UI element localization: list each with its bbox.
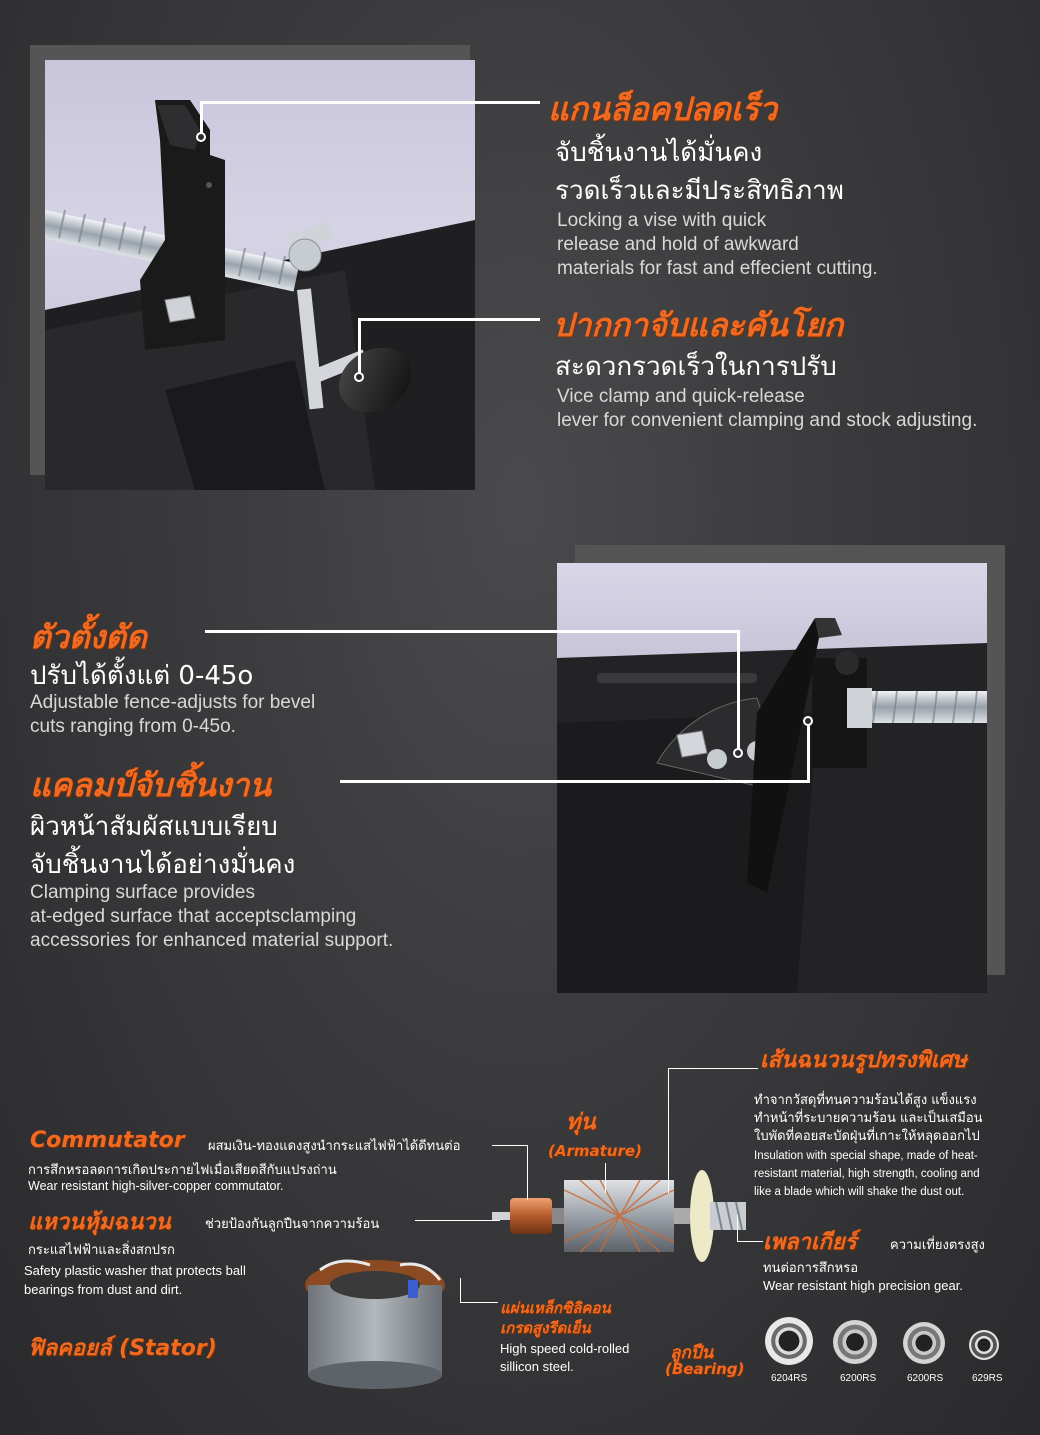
fence-en-line2: cuts ranging from 0-45o. [30, 716, 236, 737]
bearing-label-1: 6204RS [771, 1373, 808, 1384]
insulation-th2: ทำหน้าที่ระบายความร้อน และเป็นเสมือน [754, 1111, 983, 1126]
commutator-th2: การสึกหรอลดการเกิดประกายไฟเมื่อเสียดสีกับแปรงถ่าน [28, 1163, 337, 1178]
bearing-6200rs-icon-b [903, 1322, 945, 1364]
callout-dot-fence [733, 748, 743, 758]
callout-dot-vice-clamp [354, 372, 364, 382]
bearing-label-3: 6200RS [907, 1373, 944, 1384]
gear-title: เพลาเกียร์ [763, 1230, 857, 1255]
fence-en-line1: Adjustable fence-adjusts for bevel [30, 692, 316, 713]
commutator-en: Wear resistant high-silver-copper commutator. [28, 1179, 284, 1193]
gear-th2: ทนต่อการสึกหรอ [763, 1261, 859, 1276]
quick-lock-en-line3: materials for fast and effecient cutting. [557, 258, 878, 279]
stator-illustration [300, 1250, 460, 1390]
washer-th1: ช่วยป้องกันลูกปืนจากความร้อน [205, 1217, 380, 1232]
callout-line-fence [205, 630, 740, 633]
callout-line-steel-v [460, 1278, 461, 1303]
clamp-en-line2: at-edged surface that acceptsclamping [30, 906, 357, 927]
callout-line-commutator [492, 1145, 527, 1146]
callout-dot-clamp [803, 716, 813, 726]
bearing-6204rs-icon [765, 1317, 813, 1365]
callout-line-washer [415, 1220, 500, 1221]
quick-lock-title: แกนล็อคปลดเร็ว [548, 90, 777, 128]
commutator-title: Commutator [30, 1128, 185, 1153]
insulation-en1: Insulation with special shape, made of heat- [754, 1150, 978, 1162]
steel-en2: sillicon steel. [500, 1359, 574, 1374]
callout-line-fence-v [737, 630, 740, 750]
fence-illustration [557, 563, 987, 993]
clamp-title: แคลมป์จับชิ้นงาน [30, 766, 272, 804]
bearing-title: ลูกปืน [670, 1343, 714, 1363]
callout-line-insulation-v [668, 1068, 669, 1193]
washer-en2: bearings from dust and dirt. [24, 1282, 183, 1297]
steel-title1: แผ่นเหล็กซิลิคอน [500, 1299, 611, 1317]
armature-sub: (Armature) [548, 1142, 642, 1160]
callout-line-clamp [340, 780, 810, 783]
armature-illustration [490, 1150, 750, 1270]
quick-lock-en-line1: Locking a vise with quick [557, 210, 767, 231]
quick-lock-en-line2: release and hold of awkward [557, 234, 799, 255]
callout-line-clamp-v [807, 722, 810, 783]
bearing-label-2: 6200RS [840, 1373, 877, 1384]
callout-line-quick-lock [200, 101, 540, 104]
callout-line-insulation [668, 1068, 758, 1069]
washer-th2: กระแสไฟฟ้าและสิ่งสกปรก [28, 1243, 175, 1258]
callout-line-steel [460, 1302, 498, 1303]
clamp-en-line1: Clamping surface provides [30, 882, 255, 903]
insulation-th3: ใบพัดที่คอยสะบัดฝุ่นที่เกาะให้หลุดออกไป [754, 1129, 980, 1144]
fence-th-line1: ปรับได้ตั้งแต่ 0-45o [30, 661, 254, 691]
insulation-en3: like a blade which will shake the dust out. [754, 1186, 965, 1198]
clamp-th-line1: ผิวหน้าสัมผัสแบบเรียบ [30, 812, 278, 842]
fence-photo [557, 563, 987, 993]
bearing-629rs-icon [969, 1330, 999, 1360]
vice-clamp-en-line1: Vice clamp and quick-release [557, 386, 805, 407]
vice-clamp-en-line2: lever for convenient clamping and stock adjusting. [557, 410, 978, 431]
washer-en1: Safety plastic washer that protects ball [24, 1263, 246, 1278]
fence-title: ตัวตั้งตัด [30, 618, 147, 656]
bearing-sub: (Bearing) [665, 1360, 745, 1378]
stator-title: ฟิลคอยล์ (Stator) [28, 1336, 217, 1361]
callout-dot-quick-lock [196, 132, 206, 142]
bearing-label-4: 629RS [972, 1373, 1003, 1384]
insulation-en2: resistant material, high strength, cooling and [754, 1168, 980, 1180]
callout-line-vice-clamp-v [358, 318, 361, 376]
commutator-th1: ผสมเงิน-ทองแดงสูงนำกระแสไฟฟ้าได้ดีทนต่อ [208, 1139, 461, 1154]
vise-illustration [45, 60, 475, 490]
armature-title: ทุ่น [566, 1110, 596, 1135]
gear-en: Wear resistant high precision gear. [763, 1278, 963, 1293]
clamp-en-line3: accessories for enhanced material support. [30, 930, 394, 951]
callout-line-armature [605, 1163, 606, 1193]
vise-photo [45, 60, 475, 490]
washer-title: แหวนหุ้มฉนวน [28, 1210, 171, 1235]
quick-lock-th-line2: รวดเร็วและมีประสิทธิภาพ [555, 176, 844, 206]
gear-th1: ความเที่ยงตรงสูง [890, 1238, 985, 1253]
steel-title2: เกรดสูงรีดเย็น [500, 1319, 591, 1337]
insulation-title: เส้นฉนวนรูปทรงพิเศษ [760, 1048, 967, 1073]
callout-line-vice-clamp [358, 318, 540, 321]
callout-line-commutator-v [527, 1145, 528, 1200]
clamp-th-line2: จับชิ้นงานได้อย่างมั่นคง [30, 850, 296, 880]
callout-line-gear [737, 1241, 763, 1242]
vice-clamp-th-line1: สะดวกรวดเร็วในการปรับ [555, 352, 837, 382]
quick-lock-th-line1: จับชิ้นงานได้มั่นคง [555, 138, 763, 168]
callout-line-gear-v [737, 1215, 738, 1241]
vice-clamp-title: ปากกาจับและคันโยก [553, 306, 844, 344]
bearing-6200rs-icon-a [833, 1320, 877, 1364]
insulation-th1: ทำจากวัสดุที่ทนความร้อนได้สูง แข็งแรง [754, 1093, 977, 1108]
steel-en1: High speed cold-rolled [500, 1341, 630, 1356]
